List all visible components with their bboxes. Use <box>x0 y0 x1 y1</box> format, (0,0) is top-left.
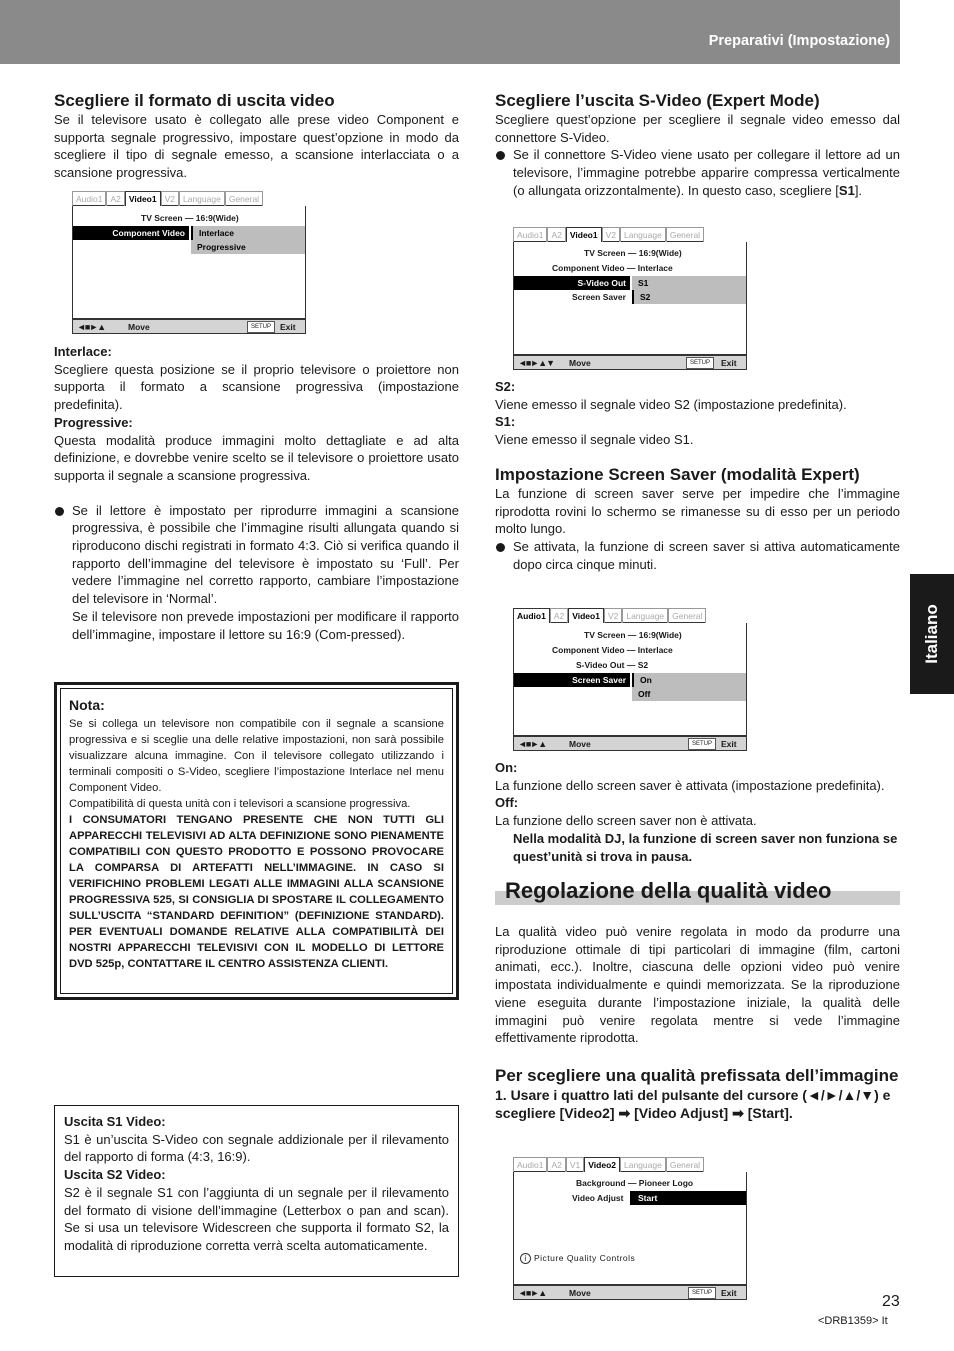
heading-preset-quality: Per scegliere una qualità prefissata dell’immagine <box>495 1065 899 1085</box>
note-title: Nota: <box>69 697 105 713</box>
osd-tabs <box>72 191 263 206</box>
heading-svideo: Scegliere l’uscita S-Video (Expert Mode) <box>495 91 820 110</box>
osd-body <box>72 206 306 319</box>
osd-footer <box>513 1285 747 1300</box>
osd-component-video <box>72 191 306 334</box>
cursor-arrows-icon: ◄■►▲ <box>518 739 547 749</box>
svideo-bullet <box>495 146 900 199</box>
setup-button-icon: SETUP <box>247 321 275 333</box>
text-s2-video: S2 è il segnale S1 con l’aggiunta di un segnale per il rilevamento del formato di visione dell’immagine (Letterbox o pan and scan). Se si usa un televisore Widescreen che supporta il formato S2, la modalità di riproduzione corretta verrà scelta automaticamente. <box>64 1184 449 1253</box>
text-interlace: Scegliere questa posizione se il proprio televisore o proiettore non supporta il formato a scansione progressiva (impostazione predefinita). <box>54 361 459 413</box>
osd-component-video-label: Component Video <box>73 226 189 240</box>
tab-general: General <box>668 608 706 623</box>
osd-video-adjust-label: Video Adjust <box>572 1193 624 1203</box>
text-s1-video: S1 è un’uscita S-Video con segnale addizionale per il rilevamento del rapporto di forma (4:3, 16:9). <box>64 1131 449 1165</box>
language-tab <box>910 574 954 694</box>
tab-a2: A2 <box>547 227 565 242</box>
tab-a2: A2 <box>547 1157 565 1172</box>
dj-mode-note: Nella modalità DJ, la funzione di screen saver non funziona se quest’unità si trova in pausa. <box>513 830 898 864</box>
osd-video-adjust <box>513 1157 747 1300</box>
osd-picture-quality-text: Picture Quality Controls <box>534 1253 636 1263</box>
osd-footer <box>513 355 747 370</box>
tab-video1: Video1 <box>568 608 604 623</box>
tab-audio1: Audio1 <box>72 191 106 206</box>
label-s2-video: Uscita S2 Video: <box>64 1167 166 1183</box>
osd-picture-quality <box>520 1251 635 1265</box>
tab-v2: V2 <box>602 227 620 242</box>
tab-a2: A2 <box>550 608 568 623</box>
tab-general: General <box>666 1157 704 1172</box>
svideo-bullet-text: Se il connettore S-Video viene usato per collegare il lettore ad un televisore, l’immagine potrebbe apparire compressa verticalmente (o allungata orizzontalmente). In questo caso, scegliere [ <box>513 147 900 198</box>
osd-move: Move <box>569 1288 591 1298</box>
info-icon: i <box>520 1253 531 1264</box>
osd-component-video: Component Video — Interlace <box>552 263 673 273</box>
tab-audio1: Audio1 <box>513 1157 547 1172</box>
text-s2: Viene emesso il segnale video S2 (impostazione predefinita). <box>495 396 847 412</box>
tab-a2: A2 <box>106 191 124 206</box>
label-s2: S2: <box>495 379 516 394</box>
label-interlace: Interlace: <box>54 344 112 359</box>
osd-tv-screen: TV Screen — 16:9(Wide) <box>584 248 682 258</box>
osd-tabs <box>513 608 706 623</box>
language-tab-label: Italiano <box>922 604 941 664</box>
osd-option-s1: S1 <box>632 276 746 290</box>
osd-option-start: Start <box>630 1191 746 1205</box>
osd-exit: Exit <box>280 322 296 332</box>
osd-option-s2: S2 <box>632 290 746 304</box>
label-off: Off: <box>495 795 519 811</box>
label-progressive: Progressive: <box>54 414 133 430</box>
osd-option-progressive: Progressive <box>191 240 305 254</box>
note-warning: I CONSUMATORI TENGANO PRESENTE CHE NON TUTTI GLI APPARECCHI TELEVISIVI AD ALTA DEFINIZIONE SONO PIENAMENTE COMPATIBILI CON QUESTO PRODOTTO E POSSONO PROVOCARE LA COMPARSA DI ARTEFATTI NELL’IMMAGINE. IN CASO SI VERIFICHINO PROBLEMI LEGATI ALLE IMMAGINI ALLA SCANSIONE PROGRESSIVA 525, SI CONSIGLIA DI SPOSTARE IL COLLEGAMENTO SULL’USCITA “STANDARD DEFINITION” (DEFINIZIONE STANDARD). PER EVENTUALI DOMANDE RELATIVE ALLA COMPATIBILITÀ DEI NOSTRI APPARECCHI TELEVISIVI CON IL MODELLO DI LETTORE DVD 525p, CONTATTARE IL CENTRO ASSISTENZA CLIENTI. <box>69 814 444 970</box>
osd-footer <box>513 736 747 751</box>
svideo-info-box <box>54 1105 459 1277</box>
osd-screen-saver-label: Screen Saver <box>514 673 630 687</box>
osd-body <box>513 1172 747 1285</box>
text-s1: Viene emesso il segnale video S1. <box>495 432 694 448</box>
osd-exit: Exit <box>721 739 737 749</box>
right-column-saver <box>495 378 900 573</box>
svideo-bullet-end: ]. <box>854 182 863 198</box>
note-paragraph-2: Compatibilità di questa unità con i televisori a scansione progressiva. <box>69 798 411 810</box>
osd-option-interlace: Interlace <box>191 226 305 240</box>
note-paragraph-1: Se si collega un televisore non compatibile con il segnale a scansione progressiva e si sceglie una delle relative impostazioni, non sarà possibile visualizzare alcuna immagine. Con il televisore collegato utilizzando i terminali compositi o S-Video, scegliere l’impostazione Interlace nel menu Component Video. <box>69 718 444 794</box>
label-on: On: <box>495 760 518 775</box>
right-column-quality <box>495 923 900 1122</box>
setup-button-icon: SETUP <box>688 738 716 750</box>
osd-exit: Exit <box>721 358 737 368</box>
osd-tv-screen: TV Screen — 16:9(Wide) <box>141 213 239 223</box>
osd-background: Background — Pioneer Logo <box>576 1178 694 1188</box>
osd-svideo-out <box>513 227 747 370</box>
quality-intro: La qualità video può venire regolata in modo da produrre una riproduzione ottimale di tipi particolari di immagine (film, cartoni animati, ecc.). Inoltre, ciascuna delle opzioni video può venire impostata individualmente e quindi memorizzata. Se la riproduzione viene eseguita durante l’impostazione iniziale, la qualità delle immagini può venire regolata mentre si vede l’immagine effettivamente riprodotta. <box>495 924 900 1046</box>
tab-language: Language <box>620 227 666 242</box>
osd-component-video: Component Video — Interlace <box>552 645 673 655</box>
header-bar <box>0 0 900 64</box>
tab-video1: Video1 <box>125 191 161 206</box>
osd-screen-saver: Screen Saver <box>572 292 626 302</box>
section-title-video-quality <box>495 878 900 906</box>
tab-audio1: Audio1 <box>513 608 550 623</box>
osd-exit: Exit <box>721 1288 737 1298</box>
left-column-options <box>54 343 459 643</box>
tab-video2: Video2 <box>584 1157 620 1172</box>
osd-option-on: On <box>632 673 746 687</box>
tab-language: Language <box>620 1157 666 1172</box>
label-s1: S1: <box>495 414 516 430</box>
cursor-arrows-icon: ◄■►▲ <box>77 322 106 332</box>
tab-audio1: Audio1 <box>513 227 547 242</box>
osd-tabs <box>513 227 704 242</box>
section-title: Preparativi (Impostazione) <box>708 33 890 49</box>
setup-button-icon: SETUP <box>688 1287 716 1299</box>
tab-v2: V2 <box>604 608 622 623</box>
right-column-onoff <box>495 759 900 865</box>
osd-tabs <box>513 1157 704 1172</box>
heading-screen-saver: Impostazione Screen Saver (modalità Expert) <box>495 464 860 484</box>
text-on: La funzione dello screen saver è attivata (impostazione predefinita). <box>495 777 885 793</box>
setup-button-icon: SETUP <box>686 357 714 369</box>
label-s1-video: Uscita S1 Video: <box>64 1114 166 1129</box>
saver-bullet: Se attivata, la funzione di screen saver si attiva automaticamente dopo circa cinque minuti. <box>495 538 900 573</box>
intro-text: Se il televisore usato è collegato alle prese video Component e supporta segnale progressivo, impostare quest’opzione in modo da scegliere il tipo di segnale emesso, a scansione interlacciata o a scansione progressiva. <box>54 112 459 181</box>
osd-option-off: Off <box>632 687 746 701</box>
osd-tv-screen: TV Screen — 16:9(Wide) <box>584 630 682 640</box>
video-quality-title: Regolazione della qualità video <box>505 878 832 903</box>
osd-move: Move <box>569 358 591 368</box>
text-progressive: Questa modalità produce immagini molto dettagliate e ad alta definizione, e dovrebbe venire scelto se il televisore o proiettore usato supporta il segnale a scansione progressiva. <box>54 432 459 483</box>
cursor-arrows-icon: ◄■►▲ <box>518 1288 547 1298</box>
tab-language: Language <box>179 191 225 206</box>
document-code: <DRB1359> It <box>818 1315 888 1327</box>
svideo-intro: Scegliere quest’opzione per scegliere il segnale video emesso dal connettore S-Video. <box>495 112 900 145</box>
bullet-progressive-note: Se il lettore è impostato per riprodurre immagini a scansione progressiva, è possibile che l’immagine risulti allungata quando si riproducono dischi registrati in formato 4:3. Ciò si verifica quando il rapporto dell’immagine del televisore è impostato su ‘Full’. Per vedere l’immagine nel corretto rapporto, cambiare l’impostazione del televisore in ‘Normal’. <box>54 502 459 608</box>
tab-general: General <box>225 191 263 206</box>
saver-intro: La funzione di screen saver serve per impedire che l’immagine riprodotta rovini lo schermo se rimanesse su di esso per un periodo molto lungo. <box>495 485 900 537</box>
tab-video1: Video1 <box>566 227 602 242</box>
tab-general: General <box>666 227 704 242</box>
bullet-progressive-note-2: Se il televisore non prevede impostazioni per modificare il rapporto dell’immagine, impostare il lettore su 16:9 (Com-pressed). <box>72 608 459 642</box>
osd-footer <box>72 319 306 334</box>
osd-screen-saver <box>513 608 747 751</box>
heading-video-format: Scegliere il formato di uscita video <box>54 91 335 110</box>
tab-v2: V2 <box>161 191 179 206</box>
osd-svideo-out-label: S-Video Out <box>514 276 630 290</box>
osd-body <box>513 623 747 736</box>
tab-language: Language <box>622 608 668 623</box>
text-off: La funzione dello screen saver non è attivata. <box>495 813 757 829</box>
osd-move: Move <box>128 322 150 332</box>
osd-move: Move <box>569 739 591 749</box>
svideo-bullet-s1: S1 <box>838 182 855 198</box>
step-1: 1. Usare i quattro lati del pulsante del cursore (◄/►/▲/▼) e scegliere [Video2] ➡ [Video Adjust] ➡ [Start]. <box>495 1086 891 1121</box>
left-column-top <box>54 90 459 182</box>
cursor-arrows-icon: ◄■►▲▼ <box>518 358 555 368</box>
tab-v1: V1 <box>566 1157 584 1172</box>
page-number: 23 <box>882 1293 900 1310</box>
osd-body <box>513 242 747 355</box>
right-column-svideo <box>495 90 900 200</box>
note-box <box>54 682 459 1000</box>
osd-svideo-out: S-Video Out — S2 <box>576 660 649 670</box>
